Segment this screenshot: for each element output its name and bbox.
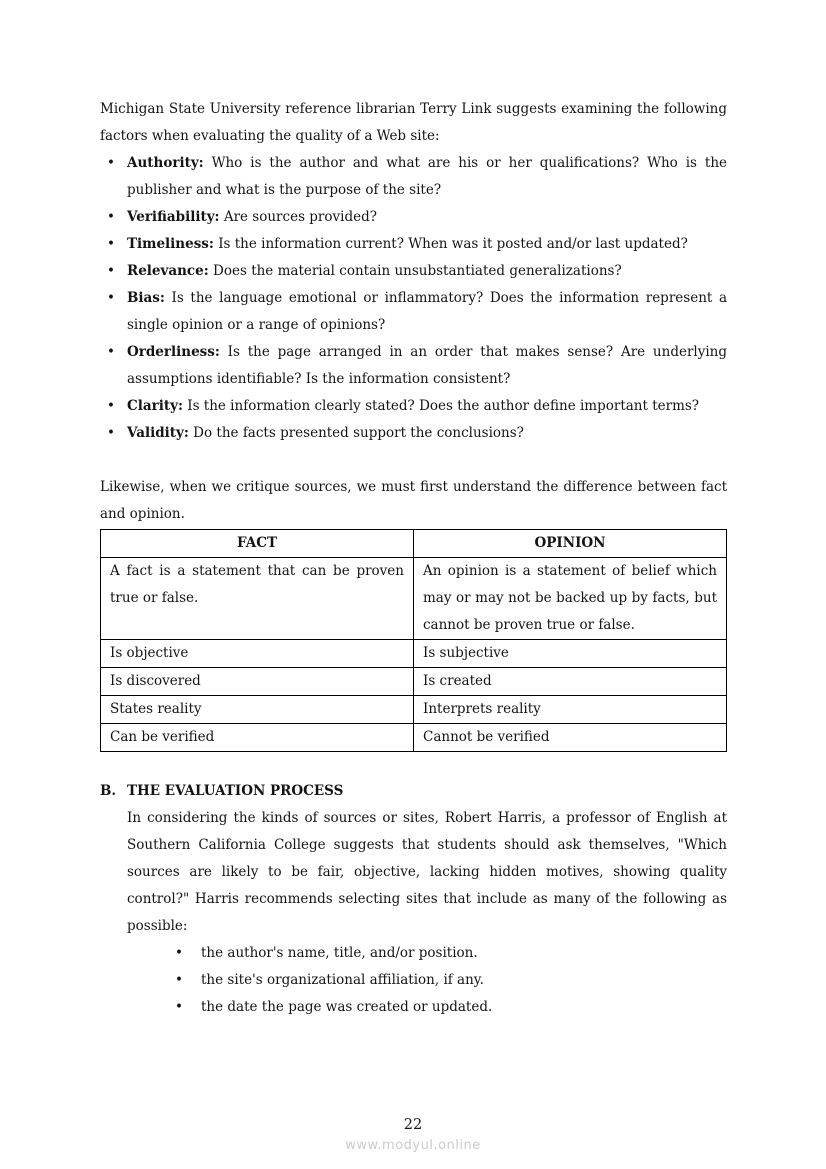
- section-b-heading: [100, 778, 727, 805]
- intro-paragraph: Michigan State University reference librarian Terry Link suggests examining the following factors when evaluating the quality of a Web site:: [100, 101, 727, 144]
- table-cell: Is subjective: [414, 640, 727, 668]
- factor-text: Is the language emotional or inflammatory? Does the information represent a single opinion or a range of opinions?: [127, 290, 727, 333]
- list-item-orderliness: [100, 339, 727, 393]
- factor-term: Bias:: [127, 290, 165, 306]
- table-cell: Is objective: [101, 640, 414, 668]
- harris-criteria-list: [175, 940, 727, 1021]
- list-item-bias: [100, 285, 727, 339]
- table-cell: Cannot be verified: [414, 724, 727, 752]
- table-cell: States reality: [101, 696, 414, 724]
- factor-text: Who is the author and what are his or her qualifications? Who is the publisher and what is the purpose of the site?: [127, 155, 727, 198]
- list-item-validity: [100, 420, 727, 447]
- factor-term: Timeliness:: [127, 236, 214, 252]
- list-item: • the date the page was created or updated.: [175, 994, 727, 1021]
- list-item: • the site's organizational affiliation, if any.: [175, 967, 727, 994]
- section-b-title: THE EVALUATION PROCESS: [127, 783, 344, 799]
- table-cell: An opinion is a statement of belief which may or may not be backed up by facts, but cannot be proven true or false.: [414, 558, 727, 640]
- watermark-text: www.modyul.online: [345, 1138, 481, 1153]
- section-b-paragraph: In considering the kinds of sources or sites, Robert Harris, a professor of English at Southern California College suggests that students should ask themselves, "Which sources are likely to be fair, objective, lacking hidden motives, showing quality control?" Harris recommends selecting sites that include as many of the following as possible:: [127, 810, 727, 934]
- evaluation-factors-list: [100, 150, 727, 447]
- section-b-label: B.: [100, 783, 117, 799]
- table-cell: Interprets reality: [414, 696, 727, 724]
- list-item-relevance: [100, 258, 727, 285]
- factor-term: Relevance:: [127, 263, 209, 279]
- list-item-authority: [100, 150, 727, 204]
- factor-term: Validity:: [127, 425, 189, 441]
- factor-text: Do the facts presented support the conclusions?: [193, 425, 524, 441]
- table-header-opinion: OPINION: [414, 530, 727, 558]
- factor-term: Authority:: [127, 155, 204, 171]
- table-header-fact: FACT: [101, 530, 414, 558]
- table-row: [101, 696, 727, 724]
- factor-term: Orderliness:: [127, 344, 220, 360]
- table-header-row: [101, 530, 727, 558]
- list-item-timeliness: [100, 231, 727, 258]
- section-b-body: [127, 805, 727, 1021]
- factor-text: Are sources provided?: [223, 209, 377, 225]
- table-row: [101, 668, 727, 696]
- factor-text: Is the information clearly stated? Does the author define important terms?: [187, 398, 700, 414]
- factor-text: Is the page arranged in an order that makes sense? Are underlying assumptions identifiable? Is the information consistent?: [127, 344, 728, 387]
- spacer: [100, 447, 727, 474]
- table-row: [101, 640, 727, 668]
- table-row: [101, 724, 727, 752]
- fact-opinion-table: [100, 529, 727, 752]
- table-cell: A fact is a statement that can be proven true or false.: [101, 558, 414, 640]
- likewise-paragraph: Likewise, when we critique sources, we must first understand the difference between fact and opinion.: [100, 479, 727, 522]
- page-footer: [0, 1116, 826, 1153]
- factor-term: Verifiability:: [127, 209, 220, 225]
- table-row: [101, 558, 727, 640]
- factor-term: Clarity:: [127, 398, 183, 414]
- list-item-clarity: [100, 393, 727, 420]
- factor-text: Does the material contain unsubstantiated generalizations?: [213, 263, 622, 279]
- table-cell: Can be verified: [101, 724, 414, 752]
- factor-text: Is the information current? When was it posted and/or last updated?: [218, 236, 688, 252]
- table-cell: Is discovered: [101, 668, 414, 696]
- page-number: 22: [403, 1117, 423, 1133]
- list-item-verifiability: [100, 204, 727, 231]
- table-cell: Is created: [414, 668, 727, 696]
- list-item: • the author's name, title, and/or position.: [175, 940, 727, 967]
